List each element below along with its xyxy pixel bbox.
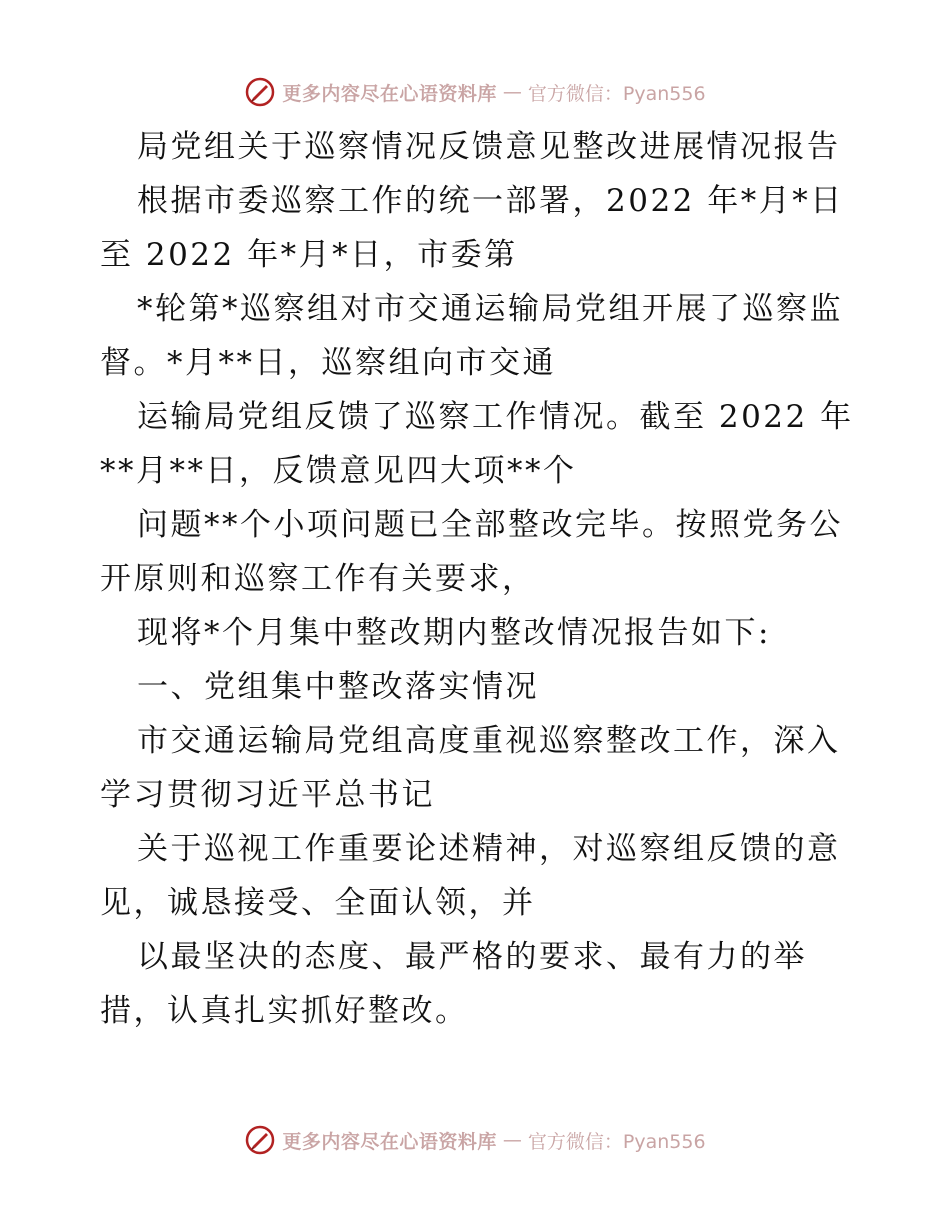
banner-separator: —	[502, 1129, 522, 1151]
paragraph: 现将*个月集中整改期内整改情况报告如下:	[137, 615, 771, 651]
paragraph: 以最坚决的态度、最严格的要求、最有力的举措，认真扎实抓好整改。	[100, 939, 807, 1029]
site-name-text: 更多内容尽在心语资料库	[282, 82, 497, 105]
pen-logo-icon	[244, 76, 276, 108]
pen-logo-icon	[244, 1124, 276, 1156]
wechat-id-text: 官方微信：Pyan556	[527, 82, 706, 105]
footer-watermark-banner	[0, 1120, 950, 1160]
wechat-id-text: 官方微信：Pyan556	[527, 1130, 706, 1153]
paragraph: 关于巡视工作重要论述精神，对巡察组反馈的意见，诚恳接受、全面认领，并	[100, 831, 841, 921]
paragraph: *轮第*巡察组对市交通运输局党组开展了巡察监督。*月**日，巡察组向市交通	[100, 291, 843, 381]
document-body	[100, 120, 860, 1038]
document-title: 局党组关于巡察情况反馈意见整改进展情况报告	[137, 129, 841, 165]
site-name-text: 更多内容尽在心语资料库	[282, 1130, 497, 1153]
paragraph: 运输局党组反馈了巡察工作情况。截至 2022 年**月**日，反馈意见四大项**个	[100, 399, 854, 489]
paragraph: 市交通运输局党组高度重视巡察整改工作，深入学习贯彻习近平总书记	[100, 723, 841, 813]
banner-separator: —	[502, 81, 522, 103]
header-watermark-banner	[0, 72, 950, 112]
section-heading: 一、党组集中整改落实情况	[137, 669, 539, 705]
paragraph: 根据市委巡察工作的统一部署，2022 年*月*日至 2022 年*月*日，市委第	[100, 183, 844, 273]
paragraph: 问题**个小项问题已全部整改完毕。按照党务公开原则和巡察工作有关要求，	[100, 507, 843, 597]
